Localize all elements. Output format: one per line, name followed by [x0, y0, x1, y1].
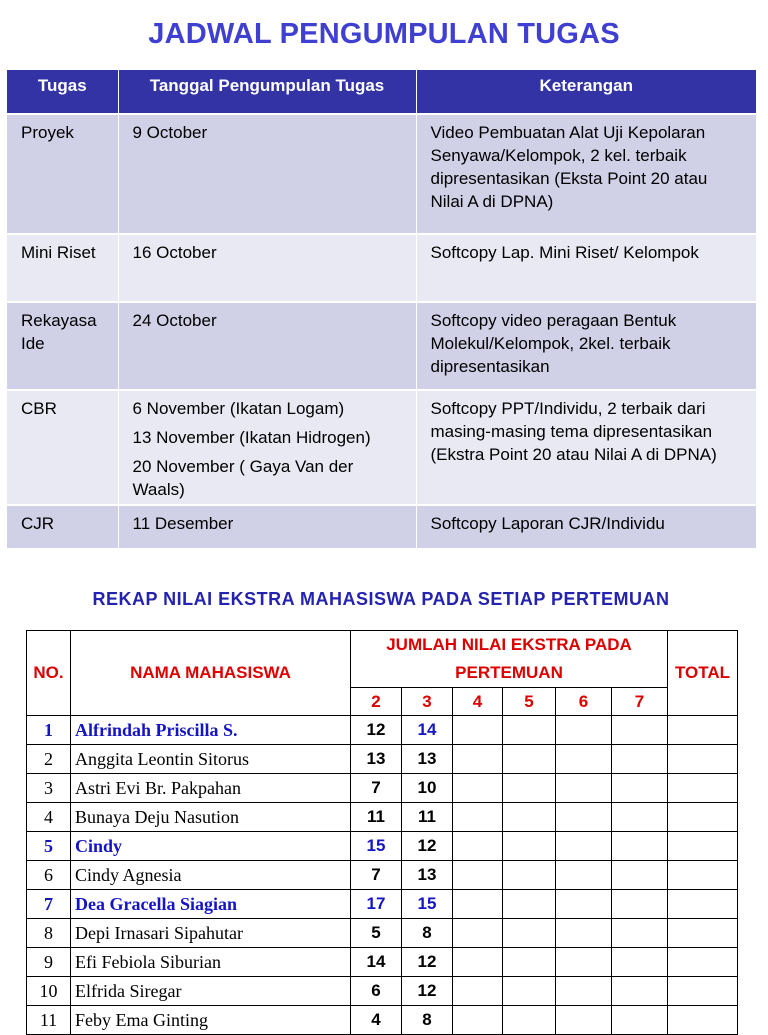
schedule-tugas: Mini Riset — [7, 234, 118, 302]
student-number: 7 — [27, 890, 71, 919]
score-cell: 11 — [351, 803, 402, 832]
score-cell — [453, 948, 503, 977]
rekap-body — [27, 716, 738, 1035]
score-cell — [453, 832, 503, 861]
score-cell — [556, 745, 612, 774]
score-cell — [503, 919, 556, 948]
total-cell — [668, 803, 738, 832]
schedule-tanggal — [118, 302, 416, 390]
table-row — [27, 948, 738, 977]
score-cell: 10 — [402, 774, 453, 803]
score-cell — [612, 1006, 668, 1035]
score-cell: 12 — [402, 948, 453, 977]
student-name: Bunaya Deju Nasution — [71, 803, 351, 832]
student-name: Dea Gracella Siagian — [71, 890, 351, 919]
score-cell: 11 — [402, 803, 453, 832]
score-cell — [556, 861, 612, 890]
rekap-header-name: NAMA MAHASISWA — [71, 631, 351, 716]
score-cell — [556, 977, 612, 1006]
meeting-number: 6 — [556, 688, 612, 716]
student-number: 11 — [27, 1006, 71, 1035]
student-number: 3 — [27, 774, 71, 803]
score-cell: 14 — [402, 716, 453, 745]
meeting-number: 4 — [453, 688, 503, 716]
schedule-keterangan: Softcopy video peragaan Bentuk Molekul/Kelompok, 2kel. terbaik dipresentasikan — [416, 302, 756, 390]
schedule-date: 13 November (Ikatan Hidrogen) — [132, 428, 371, 447]
meeting-number: 7 — [612, 688, 668, 716]
score-cell: 12 — [402, 832, 453, 861]
score-cell: 7 — [351, 774, 402, 803]
student-name: Cindy — [71, 832, 351, 861]
table-row — [27, 803, 738, 832]
score-cell — [453, 861, 503, 890]
table-row — [27, 861, 738, 890]
score-cell — [453, 774, 503, 803]
score-cell — [612, 948, 668, 977]
score-cell: 5 — [351, 919, 402, 948]
score-cell — [503, 803, 556, 832]
student-name: Anggita Leontin Sitorus — [71, 745, 351, 774]
schedule-tugas: CJR — [7, 505, 118, 548]
score-cell — [612, 977, 668, 1006]
score-cell — [503, 948, 556, 977]
page-title: JADWAL PENGUMPULAN TUGAS — [148, 18, 620, 50]
score-cell: 15 — [402, 890, 453, 919]
score-cell: 8 — [402, 919, 453, 948]
score-cell: 15 — [351, 832, 402, 861]
schedule-keterangan: Softcopy PPT/Individu, 2 terbaik dari masing-masing tema dipresentasikan (Ekstra Point 20 atau Nilai A di DPNA) — [416, 390, 756, 505]
score-cell — [556, 890, 612, 919]
score-cell — [503, 977, 556, 1006]
score-cell — [503, 832, 556, 861]
score-cell: 12 — [351, 716, 402, 745]
score-cell — [453, 716, 503, 745]
table-row — [27, 745, 738, 774]
rekap-header-meetings: JUMLAH NILAI EKSTRA PADA PERTEMUAN — [351, 631, 668, 688]
total-cell — [668, 716, 738, 745]
student-name: Feby Ema Ginting — [71, 1006, 351, 1035]
score-cell — [612, 832, 668, 861]
schedule-tanggal — [118, 234, 416, 302]
student-number: 10 — [27, 977, 71, 1006]
schedule-tanggal — [118, 390, 416, 505]
student-number: 4 — [27, 803, 71, 832]
schedule-date: 11 Desember — [132, 514, 234, 533]
table-row — [27, 774, 738, 803]
schedule-date: 16 October — [132, 243, 217, 262]
schedule-tanggal — [118, 114, 416, 234]
score-cell: 6 — [351, 977, 402, 1006]
student-name: Alfrindah Priscilla S. — [71, 716, 351, 745]
student-name: Astri Evi Br. Pakpahan — [71, 774, 351, 803]
schedule-row — [7, 234, 756, 302]
meeting-number: 2 — [351, 688, 402, 716]
schedule-keterangan: Softcopy Lap. Mini Riset/ Kelompok — [416, 234, 756, 302]
score-cell: 4 — [351, 1006, 402, 1035]
score-cell — [556, 919, 612, 948]
score-cell — [453, 919, 503, 948]
score-cell — [556, 716, 612, 745]
student-name: Elfrida Siregar — [71, 977, 351, 1006]
score-cell — [612, 716, 668, 745]
total-cell — [668, 890, 738, 919]
table-row — [27, 1006, 738, 1035]
score-cell — [503, 774, 556, 803]
total-cell — [668, 745, 738, 774]
schedule-row — [7, 302, 756, 390]
schedule-header-row — [7, 70, 756, 114]
score-cell — [612, 803, 668, 832]
student-number: 1 — [27, 716, 71, 745]
score-cell: 12 — [402, 977, 453, 1006]
score-cell — [556, 948, 612, 977]
score-cell — [612, 774, 668, 803]
table-row — [27, 919, 738, 948]
score-cell — [612, 861, 668, 890]
schedule-date: 24 October — [132, 311, 217, 330]
rekap-header-no: NO. — [27, 631, 71, 716]
meeting-number: 3 — [402, 688, 453, 716]
schedule-tugas: Proyek — [7, 114, 118, 234]
schedule-date: 6 November (Ikatan Logam) — [132, 399, 345, 418]
table-row — [27, 890, 738, 919]
score-cell — [556, 774, 612, 803]
total-cell — [668, 977, 738, 1006]
score-cell — [453, 977, 503, 1006]
schedule-keterangan: Video Pembuatan Alat Uji Kepolaran Senyawa/Kelompok, 2 kel. terbaik dipresentasikan (Eksta Point 20 atau Nilai A di DPNA) — [416, 114, 756, 234]
rekap-header-row — [27, 631, 738, 688]
total-cell — [668, 948, 738, 977]
score-cell: 17 — [351, 890, 402, 919]
score-cell: 13 — [402, 861, 453, 890]
schedule-tanggal — [118, 505, 416, 548]
schedule-keterangan: Softcopy Laporan CJR/Individu — [416, 505, 756, 548]
schedule-header-tanggal: Tanggal Pengumpulan Tugas — [118, 70, 416, 114]
schedule-header-tugas: Tugas — [7, 70, 118, 114]
score-cell — [503, 745, 556, 774]
total-cell — [668, 774, 738, 803]
student-name: Efi Febiola Siburian — [71, 948, 351, 977]
student-number: 9 — [27, 948, 71, 977]
schedule-date: 20 November ( Gaya Van der Waals) — [132, 457, 354, 499]
score-cell — [612, 890, 668, 919]
table-row — [27, 716, 738, 745]
schedule-tugas: Rekayasa Ide — [7, 302, 118, 390]
student-name: Cindy Agnesia — [71, 861, 351, 890]
score-cell — [503, 861, 556, 890]
student-name: Depi Irnasari Sipahutar — [71, 919, 351, 948]
student-number: 6 — [27, 861, 71, 890]
score-cell — [556, 803, 612, 832]
score-cell — [503, 716, 556, 745]
total-cell — [668, 1006, 738, 1035]
student-number: 2 — [27, 745, 71, 774]
table-row — [27, 832, 738, 861]
meeting-number: 5 — [503, 688, 556, 716]
score-cell — [612, 745, 668, 774]
student-number: 8 — [27, 919, 71, 948]
rekap-header-total: TOTAL — [668, 631, 738, 716]
schedule-table — [7, 70, 756, 548]
score-cell: 13 — [402, 745, 453, 774]
score-cell — [556, 832, 612, 861]
score-cell — [453, 745, 503, 774]
score-cell — [453, 803, 503, 832]
total-cell — [668, 832, 738, 861]
score-cell — [612, 919, 668, 948]
score-cell — [556, 1006, 612, 1035]
score-cell — [503, 890, 556, 919]
schedule-date: 9 October — [132, 123, 208, 142]
total-cell — [668, 919, 738, 948]
schedule-tugas: CBR — [7, 390, 118, 505]
schedule-row — [7, 390, 756, 505]
score-cell: 14 — [351, 948, 402, 977]
schedule-header-keterangan: Keterangan — [416, 70, 756, 114]
score-cell — [453, 890, 503, 919]
score-cell: 8 — [402, 1006, 453, 1035]
schedule-row — [7, 114, 756, 234]
score-cell — [453, 1006, 503, 1035]
schedule-row — [7, 505, 756, 548]
student-number: 5 — [27, 832, 71, 861]
table-row — [27, 977, 738, 1006]
score-cell: 7 — [351, 861, 402, 890]
score-cell: 13 — [351, 745, 402, 774]
rekap-table — [26, 630, 738, 1035]
total-cell — [668, 861, 738, 890]
score-cell — [503, 1006, 556, 1035]
rekap-title: REKAP NILAI EKSTRA MAHASISWA PADA SETIAP PERTEMUAN — [92, 589, 670, 609]
